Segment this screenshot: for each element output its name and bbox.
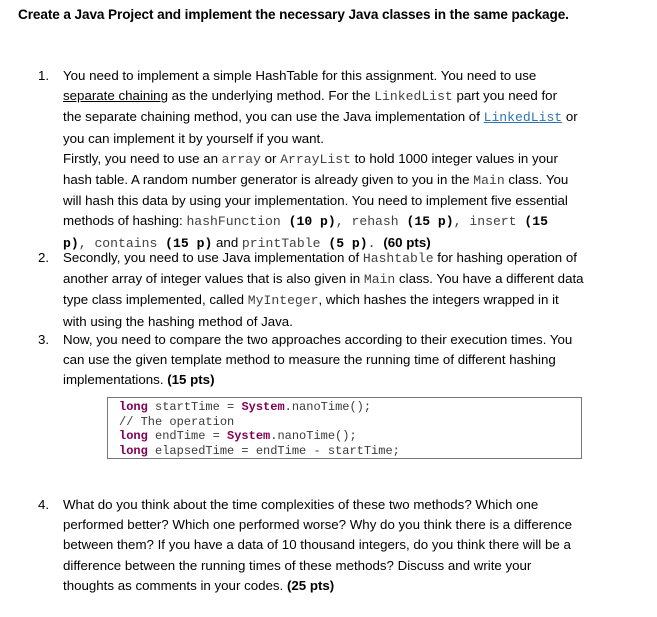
text-span: implementations.: [63, 372, 168, 388]
text-span: class. You: [504, 172, 569, 188]
text-span: part you need for: [452, 88, 558, 104]
text-line: [63, 86, 623, 107]
points-label: (5 p): [320, 235, 368, 251]
list-item-4: [38, 495, 618, 597]
code-term: MyInteger: [247, 293, 319, 309]
points-label: (15: [516, 214, 548, 230]
item-number: 3.: [38, 332, 50, 347]
keyword: long: [119, 400, 148, 414]
text-span: class. You have a different data: [395, 271, 584, 287]
total-points: (60 pts): [383, 234, 431, 250]
text-span: to hold 1000 integer values in your: [350, 150, 558, 166]
text-span: Firstly, you need to use an: [63, 150, 222, 166]
points-label: (15 p): [157, 235, 213, 251]
text-line: performed better? Which one performed worse? Why do you think there is a difference: [63, 517, 572, 533]
text-span: methods of hashing:: [63, 213, 187, 229]
text-span: ,: [78, 235, 95, 251]
item-text: [63, 330, 623, 391]
text-line: you can implement it by yourself if you want.: [63, 130, 324, 146]
code-line: [119, 429, 581, 444]
text-span: ,: [453, 214, 470, 230]
list-item-1: [38, 66, 618, 256]
list-item-3: [38, 330, 618, 392]
text-span: type class implemented, called: [63, 292, 248, 308]
text-line: [63, 107, 623, 128]
total-points: (25 pts): [286, 577, 335, 593]
text-span: hash table. A random number generator is already given to you in the: [63, 172, 474, 188]
text-line: [63, 576, 623, 596]
code-term: Hashtable: [362, 251, 434, 266]
code-term: rehash: [351, 214, 399, 230]
code-comment: // The operation: [119, 414, 235, 429]
code-snippet: [107, 397, 582, 459]
code-text: startTime =: [147, 400, 242, 414]
item-number: 2.: [38, 250, 50, 265]
text-span: for hashing operation of: [433, 250, 577, 265]
item-text: [63, 495, 623, 596]
code-line: [119, 444, 581, 459]
code-text: elapsedTime = endTime - startTime;: [147, 443, 400, 458]
code-text: .nanoTime();: [270, 429, 357, 443]
class-name: System: [241, 400, 285, 414]
text-span: .: [367, 235, 384, 251]
text-span: Secondly, you need to use Java implementation of: [63, 250, 363, 265]
text-line: [63, 211, 623, 232]
text-span: the separate chaining method, you can use the Java implementation of: [63, 109, 484, 125]
page-heading: Create a Java Project and implement the necessary Java classes in the same package.: [18, 7, 569, 22]
keyword: long: [119, 429, 148, 443]
item-text: [63, 248, 623, 332]
code-term: Main: [363, 272, 396, 288]
text-span: ,: [335, 214, 352, 230]
keyword: long: [119, 443, 148, 458]
text-line: [63, 248, 623, 269]
text-span: thoughts as comments in your codes.: [63, 577, 287, 593]
text-span: and: [212, 234, 242, 250]
text-line: difference between the running times of these methods? Discuss and write your: [63, 557, 532, 573]
text-span: as the underlying method. For the: [167, 88, 375, 104]
code-term: contains: [94, 235, 158, 251]
text-line: Now, you need to compare the two approaches according to their execution times. You: [63, 332, 573, 347]
linkedlist-link[interactable]: LinkedList: [483, 110, 563, 126]
text-line: with using the hashing method of Java.: [63, 313, 293, 329]
item-text: [63, 66, 623, 254]
code-term: printTable: [241, 235, 321, 251]
text-span: another array of integer values that is also given in: [63, 271, 364, 287]
text-line: can use the given template method to measure the running time of different hashing: [63, 352, 556, 368]
code-term: Main: [473, 173, 505, 189]
item-number: 4.: [38, 497, 50, 512]
points-label: p): [63, 235, 79, 251]
code-term: LinkedList: [374, 89, 453, 105]
code-term: ArrayList: [280, 151, 351, 167]
text-line: [63, 370, 623, 390]
code-term: insert: [469, 214, 517, 230]
points-label: (15 p): [398, 214, 454, 230]
text-line: [63, 269, 623, 290]
text-line: [63, 170, 623, 191]
underlined-term: separate chaining: [63, 88, 168, 104]
code-line: [119, 400, 581, 415]
text-span: or: [562, 109, 578, 125]
text-span: or: [260, 150, 281, 166]
text-line: You need to implement a simple HashTable for this assignment. You need to use: [63, 68, 537, 83]
item-number: 1.: [38, 68, 50, 83]
total-points: (15 pts): [167, 372, 215, 388]
code-text: .nanoTime();: [284, 400, 372, 414]
text-line: will hash this data by using your implementation. You need to implement five essential: [63, 193, 568, 209]
text-line: [63, 149, 623, 170]
text-line: What do you think about the time complexities of these two methods? Which one: [63, 497, 539, 512]
text-line: between them? If you have a data of 10 thousand integers, do you think there will be a: [63, 537, 571, 553]
code-term: array: [221, 151, 261, 167]
points-label: (10 p): [280, 214, 336, 230]
class-name: System: [227, 429, 271, 443]
code-term: hashFunction: [186, 214, 281, 230]
list-item-2: [38, 248, 618, 330]
text-span: , which hashes the integers wrapped in it: [318, 292, 559, 308]
text-line: [63, 290, 623, 311]
code-text: endTime =: [147, 429, 228, 443]
